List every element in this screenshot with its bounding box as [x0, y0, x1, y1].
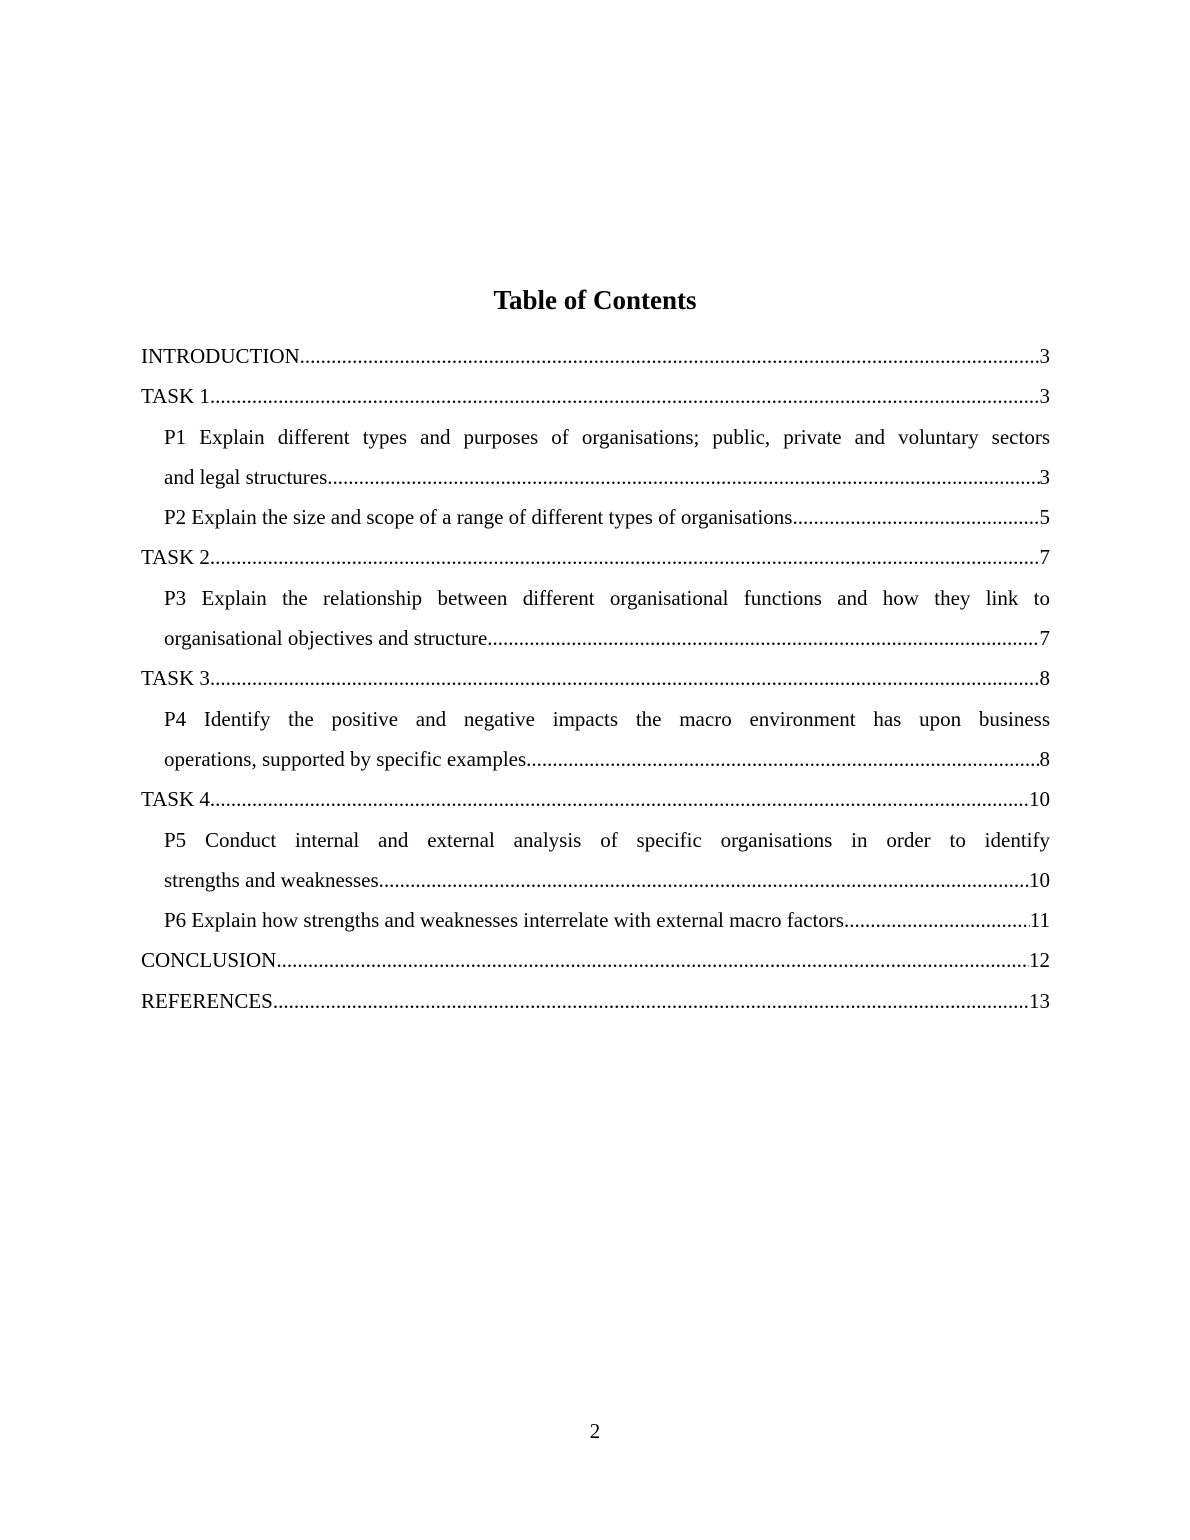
- toc-entry-p1[interactable]: [141, 417, 1050, 498]
- toc-entry-text-line-1: P4 Identify the positive and negative impacts the macro environment has upon business: [164, 706, 1050, 731]
- toc-entry-page: 3: [1039, 344, 1050, 368]
- toc-entry-text: TASK 2: [141, 545, 210, 570]
- toc-entry-page: 3: [1039, 464, 1050, 489]
- toc-entry-p5[interactable]: [141, 820, 1050, 901]
- dot-leader: [273, 981, 1029, 1021]
- toc-entry-conclusion[interactable]: [141, 940, 1050, 980]
- toc-entry-text-line-2: operations, supported by specific examples: [164, 746, 527, 771]
- toc-entry-p6[interactable]: [141, 900, 1050, 940]
- toc-entry-page: 7: [1039, 626, 1050, 651]
- dot-leader: [300, 336, 1040, 376]
- toc-entry-text-line-2: strengths and weaknesses: [164, 867, 379, 892]
- toc-entry-page: 3: [1039, 384, 1050, 409]
- toc-entry-task-4[interactable]: [141, 779, 1050, 819]
- toc-entry-page: 5: [1039, 505, 1050, 530]
- toc-entry-text-line-1: P3 Explain the relationship between different organisational functions and how they link to: [164, 585, 1050, 610]
- toc-entry-page: 13: [1029, 988, 1050, 1013]
- toc-entry-task-2[interactable]: [141, 537, 1050, 577]
- toc-entry-text: TASK 1: [141, 384, 210, 409]
- dot-leader: [792, 497, 1039, 537]
- toc-entry-page: 11: [1029, 908, 1050, 933]
- dot-leader: [844, 900, 1030, 940]
- table-of-contents: [141, 336, 1050, 1021]
- toc-entry-text-line-2: organisational objectives and structure: [164, 626, 488, 651]
- toc-entry-p3[interactable]: [141, 578, 1050, 659]
- toc-entry-p4[interactable]: [141, 699, 1050, 780]
- toc-entry-text: CONCLUSION: [141, 948, 277, 973]
- page-number: 2: [589, 1419, 601, 1443]
- dot-leader: [210, 537, 1040, 577]
- dot-leader: [379, 860, 1029, 900]
- toc-entry-task-1[interactable]: [141, 376, 1050, 416]
- toc-entry-references[interactable]: [141, 981, 1050, 1021]
- dot-leader: [210, 779, 1029, 819]
- toc-entry-text: INTRODUCTION: [141, 344, 300, 368]
- dot-leader: [210, 376, 1040, 416]
- toc-entry-text: P2 Explain the size and scope of a range of different types of organisations: [164, 505, 793, 530]
- toc-entry-page: 10: [1029, 867, 1050, 892]
- dot-leader: [327, 457, 1039, 497]
- toc-entry-task-3[interactable]: [141, 658, 1050, 698]
- dot-leader: [276, 940, 1029, 980]
- toc-entry-text: REFERENCES: [141, 988, 273, 1013]
- toc-entry-text: TASK 3: [141, 666, 210, 691]
- toc-entry-introduction[interactable]: [141, 336, 1050, 376]
- toc-entry-text: P6 Explain how strengths and weaknesses interrelate with external macro factors: [164, 908, 844, 933]
- dot-leader: [526, 739, 1039, 779]
- toc-entry-page: 7: [1039, 545, 1050, 570]
- toc-entry-page: 12: [1029, 948, 1050, 973]
- toc-entry-text-line-1: P1 Explain different types and purposes of organisations; public, private and voluntary sectors: [164, 424, 1050, 449]
- dot-leader: [210, 658, 1040, 698]
- dot-leader: [487, 618, 1039, 658]
- toc-entry-text-line-1: P5 Conduct internal and external analysis of specific organisations in order to identify: [164, 827, 1050, 852]
- toc-entry-page: 10: [1029, 787, 1050, 812]
- toc-entry-text-line-2: and legal structures: [164, 464, 328, 489]
- toc-entry-p2[interactable]: [141, 497, 1050, 537]
- toc-entry-text: TASK 4: [141, 787, 210, 812]
- toc-entry-page: 8: [1039, 666, 1050, 691]
- page-title: Table of Contents: [493, 285, 697, 315]
- toc-entry-page: 8: [1039, 746, 1050, 771]
